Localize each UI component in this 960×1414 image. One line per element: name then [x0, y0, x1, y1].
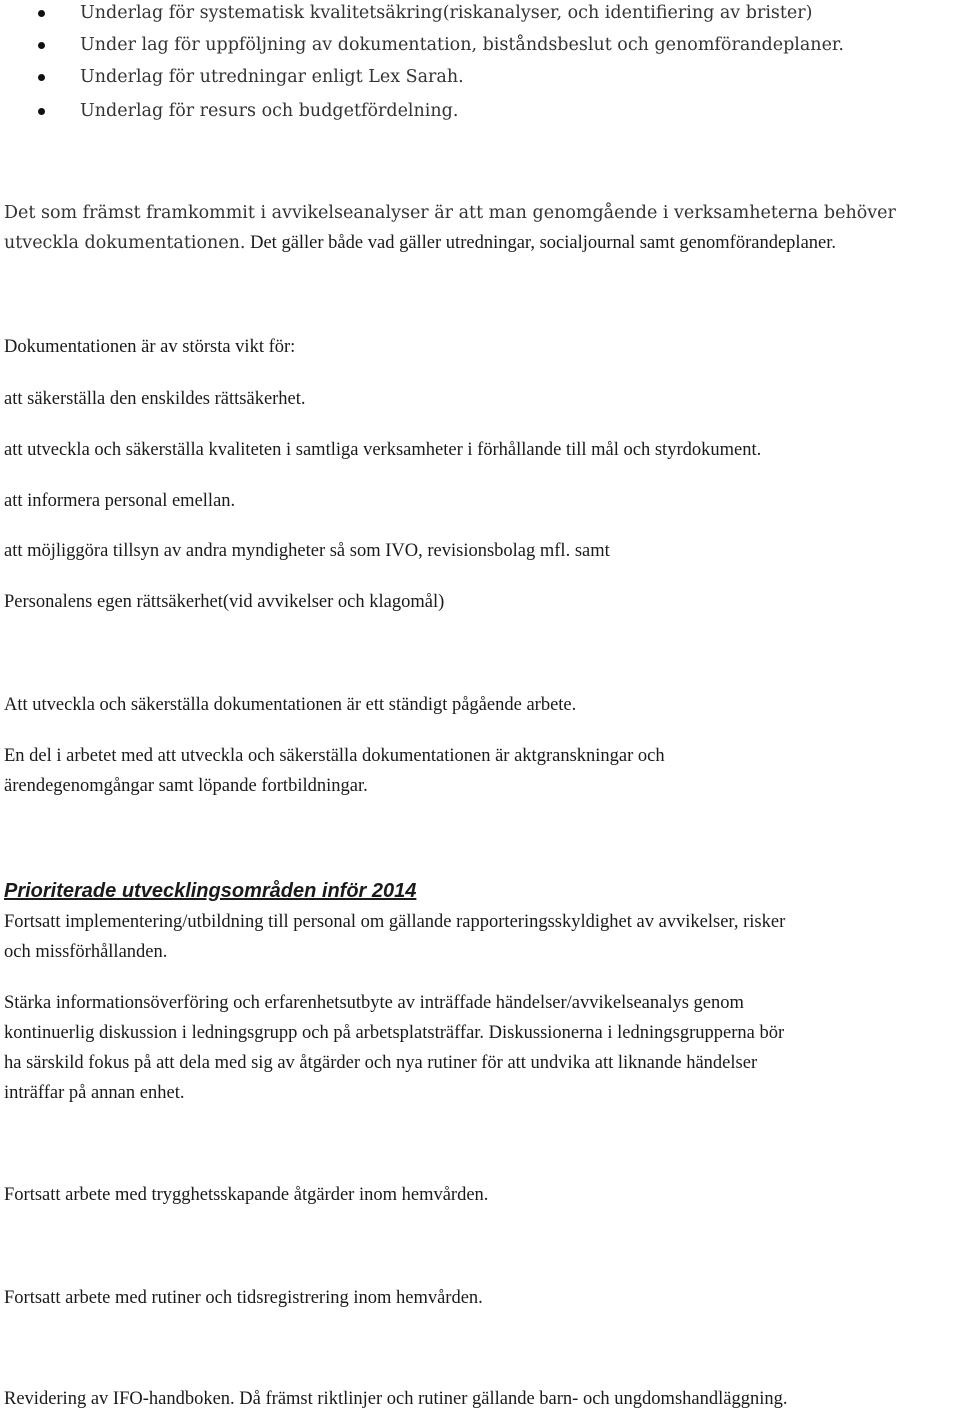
bullet-dot-icon: [38, 108, 45, 115]
priority-ifo-paragraph: Revidering av IFO-handboken. Då främst riktlinjer och rutiner gällande barn- och ungdomshandläggning.: [4, 1389, 788, 1409]
priority-safety-paragraph: Fortsatt arbete med trygghetsskapande åtgärder inom hemvården.: [4, 1185, 489, 1205]
paragraph-line: inträffar på annan enhet.: [4, 1083, 185, 1103]
documentation-point: Personalens egen rättsäkerhet(vid avvikelser och klagomål): [4, 592, 445, 612]
paragraph-line: Det som främst framkommit i avvikelseanalyser är att man genomgående i verksamheterna behöver: [4, 203, 896, 223]
documentation-point: att säkerställa den enskildes rättsäkerhet.: [4, 389, 306, 409]
bullet-dot-icon: [38, 10, 45, 17]
paragraph-line: kontinuerlig diskussion i ledningsgrupp och på arbetsplatsträffar. Diskussionerna i ledningsgrupperna bör: [4, 1023, 785, 1043]
paragraph-line: ha särskild fokus på att dela med sig av åtgärder och nya rutiner för att undvika att liknande händelser: [4, 1053, 758, 1073]
documentation-point: att möjliggöra tillsyn av andra myndigheter så som IVO, revisionsbolag mfl. samt: [4, 541, 610, 561]
ongoing-work-paragraph: Att utveckla och säkerställa dokumentationen är ett ständigt pågående arbete.: [4, 695, 577, 715]
bullet-item: Underlag för systematisk kvalitetsäkring(riskanalyser, och identifiering av brister): [80, 3, 813, 23]
paragraph-line: En del i arbetet med att utveckla och säkerställa dokumentationen är aktgranskningar och: [4, 746, 665, 766]
bullet-item: Underlag för utredningar enligt Lex Sarah.: [80, 67, 464, 87]
paragraph-fragment: utveckla dokumentationen.: [4, 233, 246, 253]
priority-routines-paragraph: Fortsatt arbete med rutiner och tidsregistrering inom hemvården.: [4, 1288, 483, 1308]
bullet-dot-icon: [38, 74, 45, 81]
documentation-point: att informera personal emellan.: [4, 491, 236, 511]
section-heading: Prioriterade utvecklingsområden inför 2014: [4, 880, 417, 902]
paragraph-line: [4, 228, 956, 258]
paragraph-line: och missförhållanden.: [4, 942, 168, 962]
bullet-item: Underlag för resurs och budgetfördelning.: [80, 101, 459, 121]
paragraph-line: ärendegenomgångar samt löpande fortbildningar.: [4, 776, 368, 796]
documentation-point: att utveckla och säkerställa kvaliteten i samtliga verksamheter i förhållande till mål och styrdokument.: [4, 440, 762, 460]
documentation-intro: Dokumentationen är av största vikt för:: [4, 337, 296, 357]
bullet-dot-icon: [38, 42, 45, 49]
paragraph-line: Stärka informationsöverföring och erfarenhetsutbyte av inträffade händelser/avvikelseanalys genom: [4, 993, 744, 1013]
bullet-item: Under lag för uppföljning av dokumentation, biståndsbeslut och genomförandeplaner.: [80, 35, 844, 55]
paragraph-fragment: Det gäller både vad gäller utredningar, socialjournal samt genomförandeplaner.: [245, 233, 837, 253]
paragraph-line: Fortsatt implementering/utbildning till personal om gällande rapporteringsskyldighet av avvikelser, risker: [4, 912, 786, 932]
